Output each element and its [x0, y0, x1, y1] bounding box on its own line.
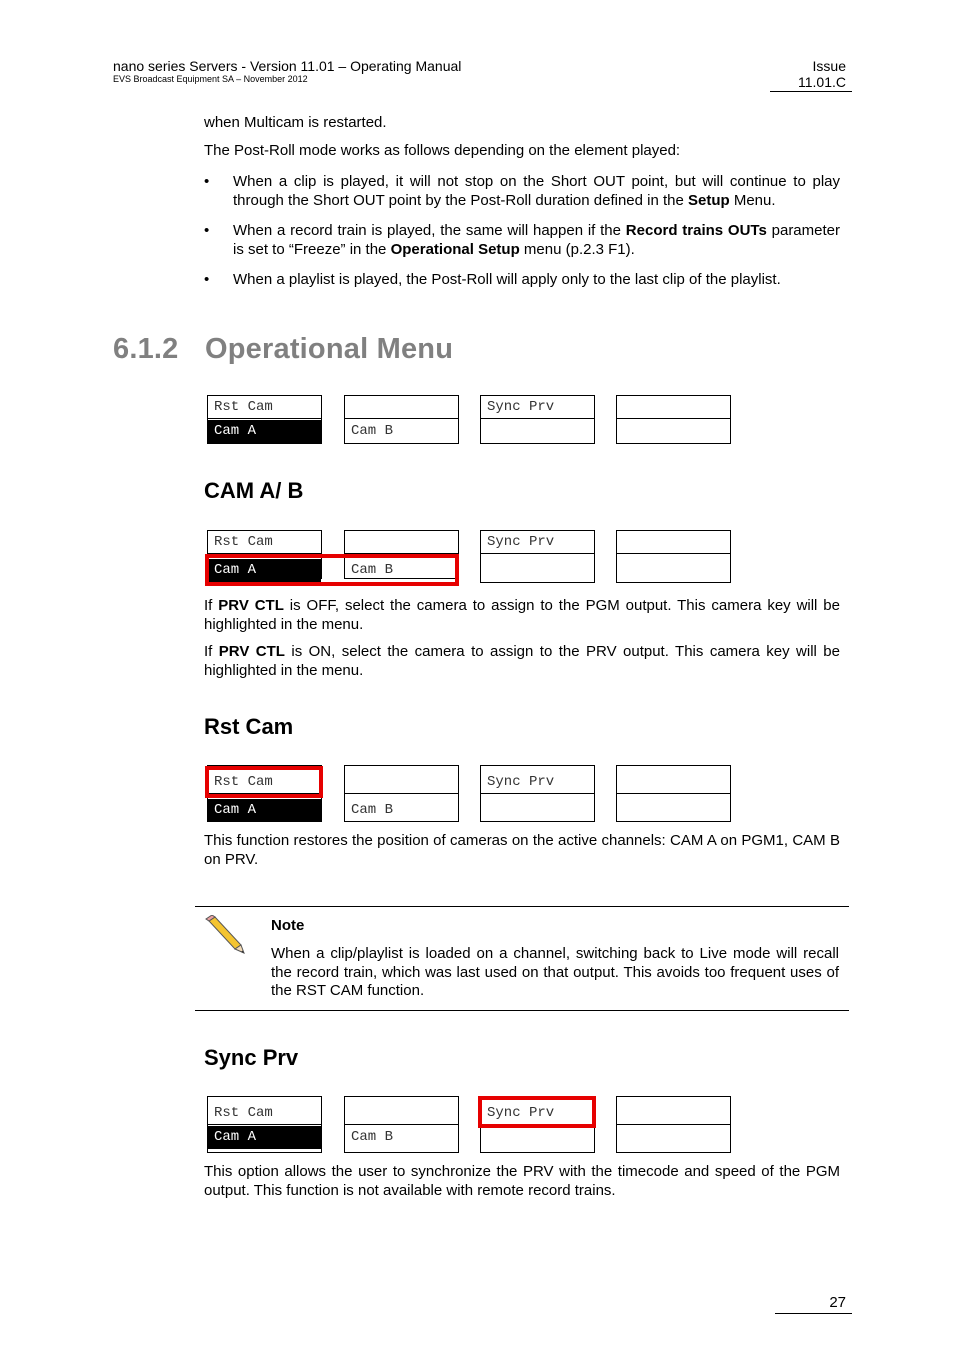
operational-menu-sync-prv [0, 1096, 954, 1156]
key-cam-b[interactable]: Cam B [351, 802, 394, 818]
menu-key-3 [480, 530, 595, 583]
operational-menu-cam-ab [0, 530, 954, 590]
key-empty [617, 766, 730, 794]
key-cam-b[interactable]: Cam B [351, 423, 394, 439]
menu-key-1 [207, 1096, 322, 1153]
key-empty [617, 795, 730, 818]
intro-paragraph-1: when Multicam is restarted. [204, 114, 387, 131]
key-empty [617, 396, 730, 419]
key-empty [617, 1126, 730, 1149]
key-sync-prv[interactable]: Sync Prv [481, 531, 594, 554]
header-subtitle: EVS Broadcast Equipment SA – November 2012 [113, 74, 308, 84]
subheading-rst-cam: Rst Cam [204, 714, 294, 739]
bullet-dot: • [204, 271, 210, 288]
section-heading [113, 333, 453, 366]
subheading-cam-ab: CAM A/ B [204, 478, 304, 503]
page-number: 27 [829, 1294, 846, 1311]
bullet-item-clip: When a clip is played, it will not stop on the Short OUT point, but will continue to play through the Short OUT point by the Post-Roll duration defined in the Setup Menu. [233, 173, 840, 209]
key-empty [481, 795, 594, 818]
key-empty [481, 1126, 594, 1149]
key-empty [345, 531, 458, 554]
header-issue-number: 11.01.C [798, 74, 846, 90]
operational-menu-overview [0, 395, 954, 455]
key-sync-prv[interactable]: Sync Prv [481, 396, 594, 419]
key-empty [617, 420, 730, 443]
section-number: 6.1.2 [113, 333, 179, 365]
header-rule [770, 91, 852, 92]
key-empty [345, 1097, 458, 1125]
key-cam-b[interactable]: Cam B [351, 1129, 394, 1145]
key-empty [481, 555, 594, 578]
key-empty [481, 420, 594, 443]
bullet-dot: • [204, 222, 210, 239]
rst-cam-paragraph: This function restores the position of cameras on the active channels: CAM A on PGM1, CAM B on PRV. [204, 832, 840, 868]
key-cam-a[interactable]: Cam A [208, 559, 321, 582]
section-title: Operational Menu [205, 333, 454, 365]
note-title: Note [271, 917, 305, 934]
key-empty [617, 555, 730, 578]
header-title: nano series Servers - Version 11.01 – Operating Manual [113, 58, 462, 74]
highlight-box-sync-prv [478, 1096, 596, 1128]
menu-key-2 [344, 765, 459, 822]
key-cam-a[interactable]: Cam A [208, 420, 321, 443]
bullet-item-playlist: When a playlist is played, the Post-Roll will apply only to the last clip of the playlist. [233, 271, 781, 288]
key-empty [345, 396, 458, 419]
key-sync-prv[interactable]: Sync Prv [481, 1097, 594, 1125]
operational-menu-rst-cam [0, 765, 954, 825]
menu-key-2 [344, 1096, 459, 1153]
menu-key-4 [616, 765, 731, 822]
key-cam-a[interactable]: Cam A [208, 1126, 321, 1149]
intro-paragraph-2: The Post-Roll mode works as follows depending on the element played: [204, 142, 681, 159]
menu-key-2 [344, 395, 459, 444]
menu-key-4 [616, 1096, 731, 1153]
note-bottom-rule [195, 1010, 849, 1011]
key-rst-cam[interactable]: Rst Cam [208, 1097, 321, 1125]
bullet-item-record-train: When a record train is played, the same will happen if the Record trains OUTs parameter is set to “Freeze” in the Operational Setup menu (p.2.3 F1). [233, 222, 840, 258]
subheading-sync-prv: Sync Prv [204, 1045, 299, 1070]
bullet-dot: • [204, 173, 210, 190]
menu-key-4 [616, 395, 731, 444]
cam-ab-paragraph-1: If PRV CTL is OFF, select the camera to assign to the PGM output. This camera key will be highlighted in the menu. [204, 597, 840, 633]
sync-prv-paragraph: This option allows the user to synchronize the PRV with the timecode and speed of the PGM output. This function is not available with remote record trains. [204, 1163, 840, 1199]
menu-key-4 [616, 530, 731, 583]
key-cam-a[interactable]: Cam A [208, 799, 321, 822]
menu-key-1 [207, 395, 322, 444]
note-text: When a clip/playlist is loaded on a channel, switching back to Live mode will recall the record train, which was last used on that output. This avoids too frequent uses of the RST CAM function. [271, 945, 839, 999]
key-cam-b[interactable]: Cam B [351, 562, 394, 578]
key-sync-prv[interactable]: Sync Prv [481, 766, 594, 794]
cam-ab-paragraph-2: If PRV CTL is ON, select the camera to assign to the PRV output. This camera key will be highlighted in the menu. [204, 643, 840, 679]
key-empty [617, 1097, 730, 1125]
key-rst-cam[interactable]: Rst Cam [208, 531, 321, 554]
menu-key-3 [480, 765, 595, 822]
key-empty [617, 531, 730, 554]
highlight-box-cam-ab [205, 554, 459, 586]
key-rst-cam[interactable]: Rst Cam [208, 396, 321, 419]
menu-key-3 [480, 395, 595, 444]
note-top-rule [195, 906, 849, 907]
pencil-icon [203, 915, 247, 955]
header-issue-label: Issue [812, 58, 846, 74]
key-rst-cam[interactable]: Rst Cam [208, 766, 321, 794]
highlight-box-rst-cam [205, 766, 323, 798]
footer-rule [775, 1313, 852, 1314]
key-empty [345, 766, 458, 794]
